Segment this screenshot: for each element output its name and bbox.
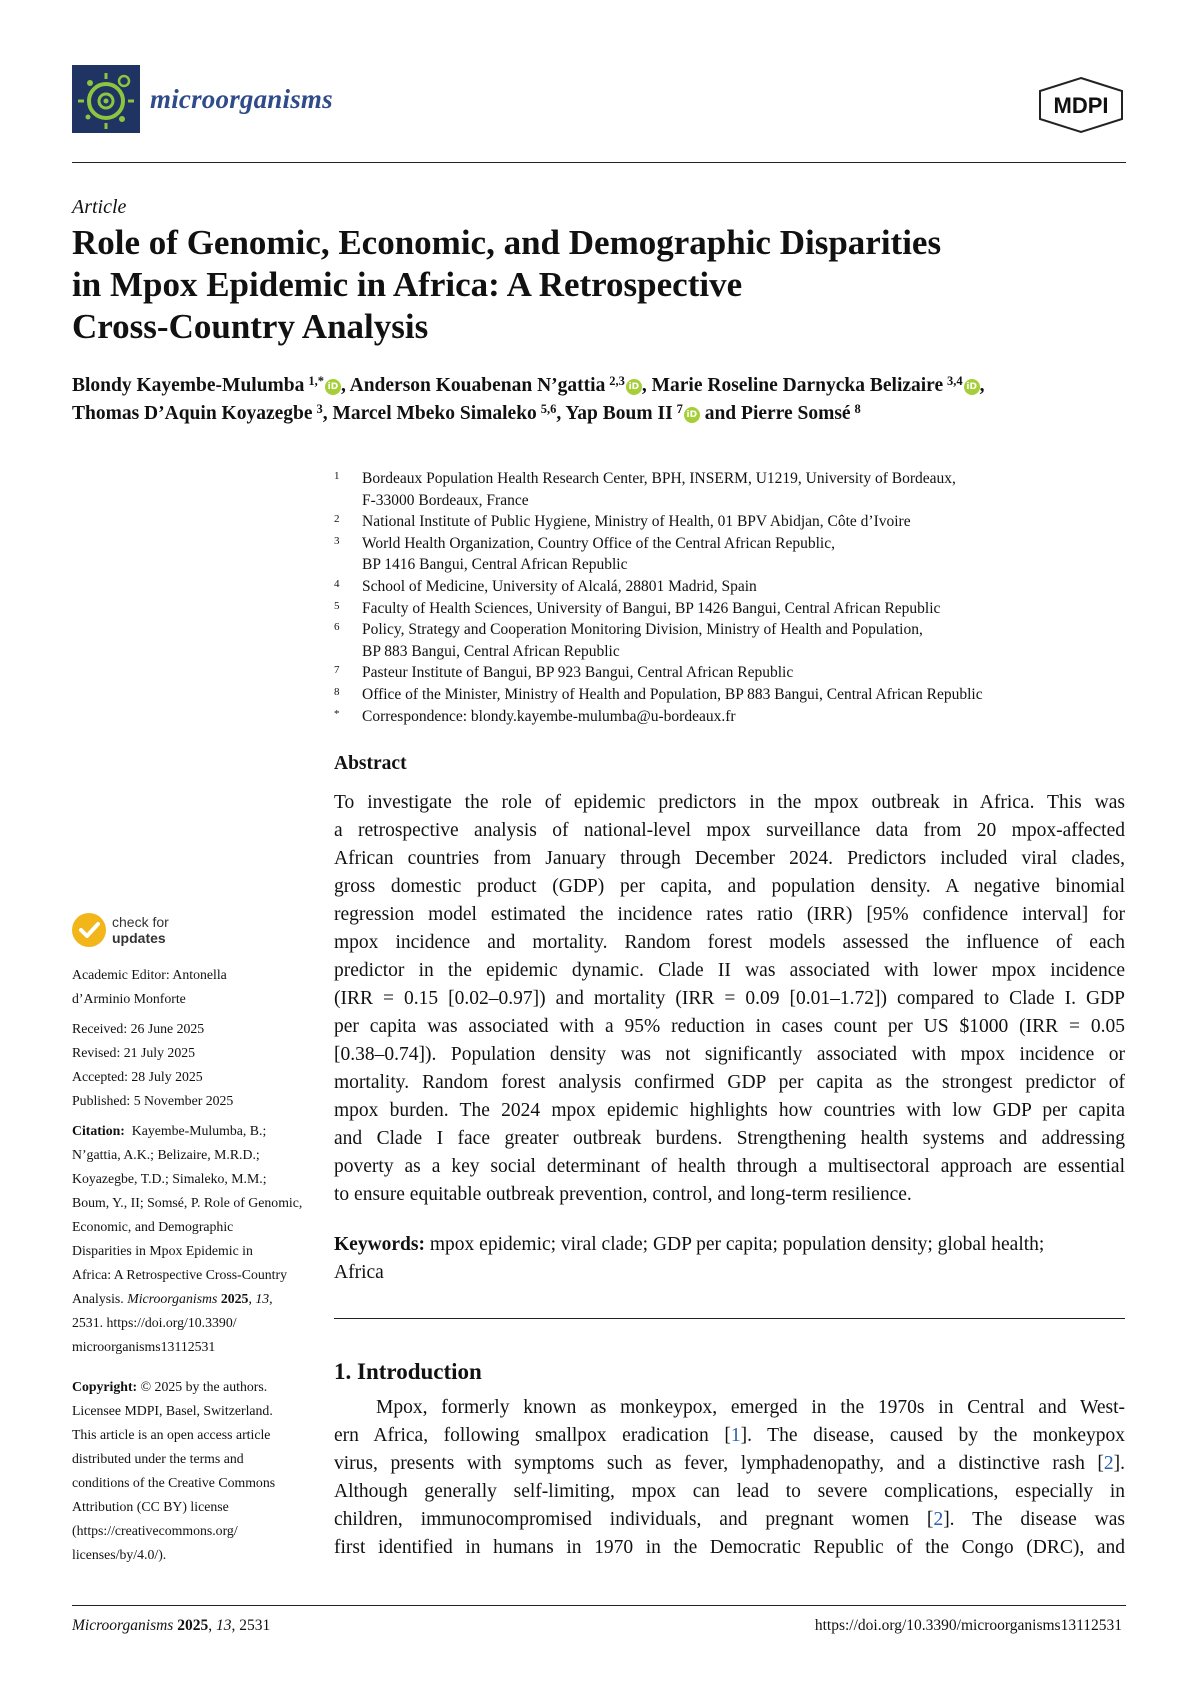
abstract-line: a retrospective analysis of national-level mpox surveillance data from 20 mpox-affected xyxy=(334,820,1125,841)
affiliation-text: Policy, Strategy and Cooperation Monitoring Division, Ministry of Health and Population, xyxy=(362,621,923,639)
academic-editor xyxy=(72,963,312,1011)
intro-line xyxy=(334,1422,1125,1450)
author-list xyxy=(72,372,1132,428)
affiliation-text: BP 1416 Bangui, Central African Republic xyxy=(362,556,628,574)
copyright-block xyxy=(72,1375,312,1567)
author-affil: 3 xyxy=(316,402,323,416)
intro-text: Mpox, formerly known as monkeypox, emerged in the 1970s in Central and West- xyxy=(376,1397,1125,1418)
orcid-icon[interactable]: iD xyxy=(626,379,642,395)
footer-citation: Microorganisms 2025, 13, 2531 xyxy=(72,1617,271,1634)
license-link[interactable]: licenses/by/4.0/). xyxy=(72,1547,167,1562)
abstract-heading: Abstract xyxy=(334,753,407,774)
journal-logo[interactable] xyxy=(72,65,140,133)
intro-text: ]. xyxy=(1113,1453,1125,1474)
author-affil: 5,6 xyxy=(540,402,557,416)
citation-text: Africa: A Retrospective Cross-Country xyxy=(72,1267,287,1282)
intro-text: ern Africa, following smallpox eradication [ xyxy=(334,1425,731,1446)
license-link[interactable]: (https://creativecommons.org/ xyxy=(72,1523,238,1538)
keywords-text: Africa xyxy=(334,1262,384,1283)
section-heading-introduction: 1. Introduction xyxy=(334,1359,482,1384)
author-affil: 1,* xyxy=(308,374,324,388)
citation-text: Koyazegbe, T.D.; Simaleko, M.M.; xyxy=(72,1171,267,1186)
affiliation-text: F-33000 Bordeaux, France xyxy=(362,491,529,509)
author-separator: , xyxy=(641,375,652,396)
reference-link[interactable]: 2 xyxy=(1103,1453,1114,1474)
citation-doi[interactable]: 2531. https://doi.org/10.3390/ xyxy=(72,1315,237,1330)
author-separator: , xyxy=(556,403,566,424)
correspondence xyxy=(334,706,1124,728)
check-updates-label: check for xyxy=(112,914,169,930)
citation-volume: 13 xyxy=(255,1291,270,1306)
mdpi-logo-text: MDPI xyxy=(1053,93,1109,118)
citation-journal: Microorganisms xyxy=(127,1291,218,1306)
abstract-line: African countries from January through December 2024. Predictors included viral clades, xyxy=(334,848,1125,869)
title-line: Cross-Country Analysis xyxy=(72,307,429,346)
publication-dates xyxy=(72,1017,312,1113)
intro-text: first identified in humans in 1970 in the Democratic Republic of the Congo (DRC), and xyxy=(334,1537,1125,1558)
abstract-line: regression model estimated the incidence rates ratio (IRR) [95% confidence interval] for xyxy=(334,904,1125,925)
affiliation-item xyxy=(334,619,1124,662)
affiliation-item xyxy=(334,511,1124,533)
copyright-text: © 2025 by the authors. xyxy=(140,1379,268,1394)
author-name[interactable]: Marie Roseline Darnycka Belizaire xyxy=(651,375,944,396)
citation-text: N’gattia, A.K.; Belizaire, M.R.D.; xyxy=(72,1147,260,1162)
published-date: Published: 5 November 2025 xyxy=(72,1093,234,1108)
abstract-line: and Clade I face greater outbreak burdens. Strengthening health systems and addressing xyxy=(334,1128,1125,1149)
abstract-line: mortality. Random forest analysis confirmed GDP per capita as the strongest predictor of xyxy=(334,1072,1125,1093)
footer-journal: Microorganisms xyxy=(72,1617,174,1634)
affiliation-text: National Institute of Public Hygiene, Ministry of Health, 01 BPV Abidjan, Côte d’Ivoire xyxy=(362,513,911,531)
affiliation-text: Faculty of Health Sciences, University of Bangui, BP 1426 Bangui, Central African Republic xyxy=(362,599,941,617)
title-line: Role of Genomic, Economic, and Demographic Disparities xyxy=(72,223,942,262)
abstract-line: [0.38–0.74]). Population density was not significantly associated with mpox incidence or xyxy=(334,1044,1125,1065)
orcid-icon[interactable]: iD xyxy=(325,379,341,395)
journal-name: microorganisms xyxy=(150,84,333,114)
affiliation-text: BP 883 Bangui, Central African Republic xyxy=(362,642,620,660)
editor-text: d’Arminio Monforte xyxy=(72,991,186,1006)
affiliation-text: World Health Organization, Country Office of the Central African Republic, xyxy=(362,534,835,552)
affiliation-item xyxy=(334,468,1124,511)
intro-text: ]. The disease, caused by the monkeypox xyxy=(740,1425,1126,1446)
author-name[interactable]: Blondy Kayembe-Mulumba xyxy=(72,375,305,396)
affiliation-number: * xyxy=(334,707,340,720)
intro-line xyxy=(334,1450,1125,1478)
affiliation-item xyxy=(334,662,1124,684)
abstract-line: (IRR = 0.15 [0.02–0.97]) and mortality (IRR = 0.09 [0.01–1.72]) compared to Clade I. GDP xyxy=(334,988,1125,1009)
citation-label: Citation: xyxy=(72,1123,125,1138)
author-line xyxy=(72,400,1132,428)
author-name[interactable]: Thomas D’Aquin Koyazegbe xyxy=(72,403,313,424)
author-separator: , xyxy=(322,403,333,424)
copyright-text: Attribution (CC BY) license xyxy=(72,1499,229,1514)
citation-text: Kayembe-Mulumba, B.; xyxy=(131,1123,267,1138)
intro-text: children, immunocompromised individuals, and pregnant women [ xyxy=(334,1509,934,1530)
intro-line xyxy=(334,1506,1125,1534)
affiliation-item xyxy=(334,598,1124,620)
author-line xyxy=(72,372,1132,400)
accepted-date: Accepted: 28 July 2025 xyxy=(72,1069,203,1084)
title-line: in Mpox Epidemic in Africa: A Retrospective xyxy=(72,265,743,304)
footer-article-number: , 2531 xyxy=(231,1617,271,1634)
copyright-text: Licensee MDPI, Basel, Switzerland. xyxy=(72,1403,273,1418)
affiliation-number: 1 xyxy=(334,470,340,482)
footer-rule xyxy=(72,1605,1126,1606)
abstract-line: to ensure equitable outbreak prevention, control, and long-term resilience. xyxy=(334,1184,912,1205)
citation-text: Boum, Y., II; Somsé, P. Role of Genomic, xyxy=(72,1195,303,1210)
affiliation-text: School of Medicine, University of Alcalá, 28801 Madrid, Spain xyxy=(362,577,757,595)
editor-text: Academic Editor: Antonella xyxy=(72,967,227,982)
reference-link[interactable]: 2 xyxy=(933,1509,944,1530)
correspondence-text[interactable]: Correspondence: blondy.kayembe-mulumba@u-bordeaux.fr xyxy=(362,707,736,725)
citation-text: Analysis. xyxy=(72,1291,124,1306)
citation-year: 2025 xyxy=(220,1291,249,1306)
citation-doi[interactable]: microorganisms13112531 xyxy=(72,1339,216,1354)
abstract-rule xyxy=(334,1318,1125,1319)
abstract-line: gross domestic product (GDP) per capita, and population density. A negative binomial xyxy=(334,876,1125,897)
citation-text: Economic, and Demographic xyxy=(72,1219,234,1234)
footer-doi[interactable]: https://doi.org/10.3390/microorganisms13112531 xyxy=(814,1617,1122,1634)
orcid-icon[interactable]: iD xyxy=(684,407,700,423)
footer-volume: 13 xyxy=(215,1617,232,1634)
abstract-body xyxy=(334,789,1125,1209)
affiliation-item xyxy=(334,576,1124,598)
copyright-text: distributed under the terms and xyxy=(72,1451,244,1466)
intro-line xyxy=(334,1534,1125,1562)
article-type: Article xyxy=(72,196,127,218)
revised-date: Revised: 21 July 2025 xyxy=(72,1045,196,1060)
article-title xyxy=(72,222,1072,348)
author-separator: , xyxy=(340,375,350,396)
author-affil: 8 xyxy=(854,402,861,416)
affiliation-number: 5 xyxy=(334,599,340,612)
affiliation-number: 4 xyxy=(334,577,340,590)
mdpi-logo[interactable] xyxy=(1034,76,1128,134)
reference-link[interactable]: 1 xyxy=(730,1425,741,1446)
author-affil: 3,4 xyxy=(947,374,963,388)
abstract-line: mpox incidence and mortality. Random forest models assessed the influence of each xyxy=(334,932,1125,953)
copyright-text: This article is an open access article xyxy=(72,1427,271,1442)
intro-text: Although generally self-limiting, mpox can lead to severe complications, especially in xyxy=(334,1481,1125,1502)
keywords-label: Keywords: xyxy=(334,1234,425,1255)
author-name[interactable]: Pierre Somsé xyxy=(741,403,851,424)
affiliation-number: 2 xyxy=(334,513,340,526)
copyright-label: Copyright: xyxy=(72,1379,138,1394)
received-date: Received: 26 June 2025 xyxy=(72,1021,205,1036)
affiliation-number: 3 xyxy=(334,534,340,547)
intro-line xyxy=(334,1478,1125,1506)
author-separator: and xyxy=(699,403,742,424)
abstract-line: predictor in the epidemic dynamic. Clade II was associated with lower mpox incidence xyxy=(334,960,1125,981)
header-rule xyxy=(72,162,1126,163)
affiliations xyxy=(334,468,1124,727)
abstract-line: per capita was associated with a 95% reduction in cases count per US $1000 (IRR = 0.05 xyxy=(334,1016,1125,1037)
citation-text: Disparities in Mpox Epidemic in xyxy=(72,1243,253,1258)
author-affil: 7 xyxy=(676,402,683,416)
introduction-body xyxy=(334,1394,1125,1562)
intro-line xyxy=(334,1394,1125,1422)
affiliation-text: Bordeaux Population Health Research Center, BPH, INSERM, U1219, University of Bordeaux, xyxy=(362,470,956,487)
citation-block: Citation: Kayembe-Mulumba, B.; N’gattia, A.K.; Belizaire, M.R.D.; Koyazegbe, T.D.; Simaleko, M.M.; Boum, Y., II; Somsé, P. Role of Genomic, Economic, and Demographic Disparities in Mpox Epidemic in Africa: A Retrospective Cross-Country Analysis. Microorganisms 2025, 13, 2531. https://doi.org/10.3390/ microorganisms13112531 xyxy=(72,1119,312,1359)
affiliation-number: 8 xyxy=(334,685,340,698)
author-name[interactable]: Yap Boum II xyxy=(565,403,673,424)
abstract-line: To investigate the role of epidemic predictors in the mpox outbreak in Africa. This was xyxy=(334,792,1125,813)
check-updates-label-bold: updates xyxy=(112,930,166,946)
orcid-icon[interactable]: iD xyxy=(964,379,980,395)
affiliation-item xyxy=(334,684,1124,706)
author-separator: , xyxy=(979,375,985,396)
check-updates-icon xyxy=(72,913,106,947)
affiliation-item xyxy=(334,533,1124,576)
intro-text: ]. The disease was xyxy=(943,1509,1126,1530)
author-affil: 2,3 xyxy=(609,374,625,388)
keywords-text: mpox epidemic; viral clade; GDP per capita; population density; global health; xyxy=(429,1234,1045,1255)
abstract-line: mpox burden. The 2024 mpox epidemic highlights how countries with low GDP per capita xyxy=(334,1100,1125,1121)
intro-text: virus, presents with symptoms such as fever, lymphadenopathy, and a distinctive rash [ xyxy=(334,1453,1104,1474)
affiliation-text: Office of the Minister, Ministry of Health and Population, BP 883 Bangui, Central African Republic xyxy=(362,685,983,703)
affiliation-number: 6 xyxy=(334,621,340,634)
affiliation-number: 7 xyxy=(334,664,340,677)
affiliation-text: Pasteur Institute of Bangui, BP 923 Bangui, Central African Republic xyxy=(362,664,794,682)
keywords xyxy=(334,1231,1125,1287)
footer-year: 2025 xyxy=(177,1617,209,1634)
author-name[interactable]: Anderson Kouabenan N’gattia xyxy=(349,375,606,396)
check-for-updates-badge[interactable] xyxy=(72,913,212,953)
copyright-text: conditions of the Creative Commons xyxy=(72,1475,276,1490)
abstract-line: poverty as a key social determinant of health through a multisectoral approach are essential xyxy=(334,1156,1125,1177)
author-name[interactable]: Marcel Mbeko Simaleko xyxy=(332,403,537,424)
